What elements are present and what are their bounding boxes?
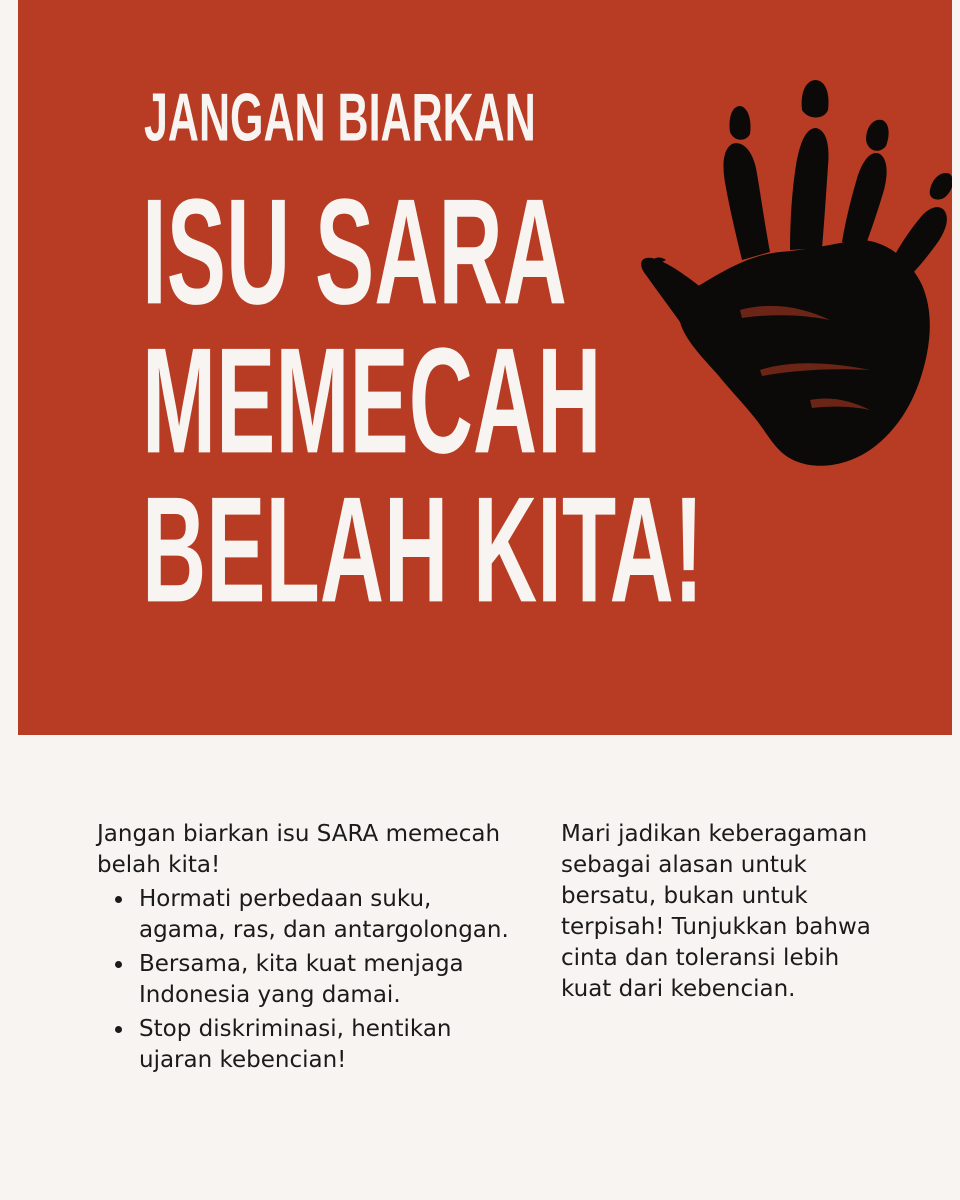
- left-intro: Jangan biarkan isu SARA memecah belah kita!: [97, 821, 501, 878]
- content-section: [0, 735, 960, 1200]
- left-column: [97, 819, 517, 1076]
- bullet-text: Stop diskriminasi, hentikan ujaran kebencian!: [139, 1016, 452, 1073]
- headline-line-2: MEMECAH: [142, 317, 602, 486]
- handprint-icon: [630, 70, 952, 480]
- right-column-text: Mari jadikan keberagaman sebagai alasan untuk bersatu, bukan untuk terpisah! Tunjukkan bahwa cinta dan toleransi lebih kuat dari kebencian.: [561, 821, 871, 1002]
- bullet-text: Hormati perbedaan suku, agama, ras, dan antargolongan.: [139, 886, 509, 943]
- banner-kicker: JANGAN BIARKAN: [144, 79, 536, 156]
- list-item: [139, 1014, 517, 1076]
- bullet-icon: [115, 1026, 122, 1033]
- list-item: [139, 884, 517, 946]
- poster-banner: [18, 0, 952, 735]
- bullet-text: Bersama, kita kuat menjaga Indonesia yang damai.: [139, 951, 464, 1008]
- bullet-icon: [115, 896, 122, 903]
- list-item: [139, 949, 517, 1011]
- bullet-icon: [115, 961, 122, 968]
- headline-line-3: BELAH KITA!: [142, 466, 704, 635]
- headline-line-1: ISU SARA: [142, 168, 567, 337]
- bullet-list: [97, 884, 517, 1076]
